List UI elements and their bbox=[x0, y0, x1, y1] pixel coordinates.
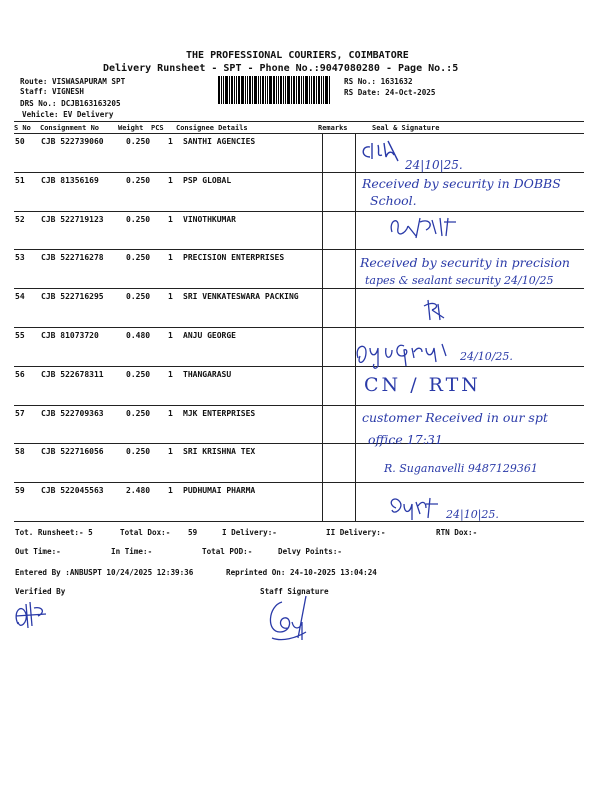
barcode-bar bbox=[236, 76, 237, 104]
barcode-bar bbox=[301, 76, 302, 104]
barcode-bar bbox=[291, 76, 292, 104]
reprinted-on: Reprinted On: 24-10-2025 13:04:24 bbox=[226, 568, 377, 577]
barcode-bar bbox=[285, 76, 286, 104]
row-consignment-no: CJB 522716278 bbox=[41, 253, 104, 263]
vehicle: Vehicle: EV Delivery bbox=[22, 110, 114, 119]
barcode-bar bbox=[218, 76, 220, 104]
row-divider bbox=[14, 288, 584, 289]
barcode-bar bbox=[305, 76, 308, 104]
rtn-dox: RTN Dox:- bbox=[436, 528, 478, 537]
barcode-bar bbox=[258, 76, 259, 104]
barcode-bar bbox=[260, 76, 261, 104]
row-sno: 52 bbox=[15, 214, 25, 224]
barcode-bar bbox=[283, 76, 284, 104]
barcode-bar bbox=[278, 76, 279, 104]
barcode-bar bbox=[269, 76, 272, 104]
handwriting-row-51b: School. bbox=[370, 193, 417, 208]
handwriting-row-58: R. Suganavelli 9487129361 bbox=[384, 462, 538, 475]
row-divider bbox=[14, 211, 584, 212]
barcode-bar bbox=[321, 76, 322, 104]
row-consignee: ANJU GEORGE bbox=[183, 331, 236, 340]
barcode-bar bbox=[238, 76, 240, 104]
barcode-bar bbox=[287, 76, 290, 104]
row-consignment-no: CJB 522678311 bbox=[41, 369, 104, 379]
handwriting-row-53b: tapes & sealant security 24/10/25 bbox=[365, 274, 554, 287]
barcode-bar bbox=[221, 76, 222, 104]
row-divider bbox=[14, 482, 584, 483]
col-pcs: PCS bbox=[151, 124, 164, 132]
barcode-bar bbox=[254, 76, 257, 104]
barcode bbox=[218, 76, 340, 104]
table-top-rule bbox=[14, 121, 584, 122]
barcode-bar bbox=[241, 76, 244, 104]
barcode-bar bbox=[245, 76, 246, 104]
row-pcs: 1 bbox=[168, 214, 173, 224]
row-divider bbox=[14, 172, 584, 173]
row-sno: 59 bbox=[15, 486, 25, 496]
row-weight: 0.480 bbox=[126, 331, 151, 340]
barcode-bar bbox=[267, 76, 268, 104]
staff-signature-mark bbox=[262, 592, 318, 644]
barcode-bar bbox=[309, 76, 310, 104]
entered-by: Entered By :ANBUSPT 10/24/2025 12:39:36 bbox=[15, 568, 194, 577]
table-header-rule bbox=[14, 133, 584, 134]
row-divider bbox=[14, 249, 584, 250]
signature-row-50 bbox=[358, 137, 408, 165]
row-sno: 56 bbox=[15, 369, 25, 379]
barcode-bar bbox=[223, 76, 224, 104]
row-weight: 0.250 bbox=[126, 408, 151, 418]
total-dox-value: 59 bbox=[188, 528, 198, 537]
signature-row-52 bbox=[386, 212, 462, 242]
row-weight: 0.250 bbox=[126, 292, 151, 302]
row-sno: 58 bbox=[15, 447, 25, 457]
row-weight: 0.250 bbox=[126, 369, 151, 379]
handwriting-row-53a: Received by security in precision bbox=[360, 255, 570, 270]
barcode-bar bbox=[298, 76, 300, 104]
barcode-bar bbox=[318, 76, 320, 104]
runsheet-title: Delivery Runsheet - SPT - Phone No.:9047080280 - Page No.:5 bbox=[103, 63, 459, 74]
col-weight: Weight bbox=[118, 124, 144, 132]
staff: Staff: VIGNESH bbox=[20, 87, 85, 96]
handwriting-row-59: 24|10|25. bbox=[446, 508, 499, 521]
row-consignment-no: CJB 81073720 bbox=[41, 331, 99, 340]
barcode-bar bbox=[325, 76, 328, 104]
row-pcs: 1 bbox=[168, 331, 173, 340]
barcode-bar bbox=[311, 76, 312, 104]
row-sno: 51 bbox=[15, 175, 25, 185]
rs-number: RS No.: 1631632 bbox=[344, 77, 413, 86]
ii-delivery: II Delivery:- bbox=[326, 528, 386, 537]
signature-row-59 bbox=[386, 492, 446, 524]
barcode-bar bbox=[276, 76, 277, 104]
drs-number: DRS No.: DCJB163163205 bbox=[20, 99, 121, 108]
route: Route: VISWASAPURAM SPT bbox=[20, 77, 126, 86]
barcode-bar bbox=[316, 76, 317, 104]
row-weight: 0.250 bbox=[126, 447, 151, 457]
total-pod: Total POD:- bbox=[202, 547, 253, 556]
row-consignment-no: CJB 81356169 bbox=[41, 175, 99, 185]
row-pcs: 1 bbox=[168, 137, 173, 146]
row-weight: 2.480 bbox=[126, 486, 151, 496]
company-name: THE PROFESSIONAL COURIERS, COIMBATORE bbox=[186, 50, 409, 61]
barcode-bar bbox=[229, 76, 230, 104]
barcode-bar bbox=[303, 76, 304, 104]
row-divider bbox=[14, 366, 584, 367]
row-consignee: MJK ENTERPRISES bbox=[183, 408, 256, 418]
row-weight: 0.250 bbox=[126, 214, 151, 224]
row-consignee: PSP GLOBAL bbox=[183, 175, 232, 185]
barcode-bar bbox=[323, 76, 324, 104]
barcode-bar bbox=[293, 76, 295, 104]
row-divider bbox=[14, 405, 584, 406]
col-consignee: Consignee Details bbox=[176, 124, 248, 132]
barcode-bar bbox=[296, 76, 297, 104]
barcode-bar bbox=[247, 76, 248, 104]
barcode-bar bbox=[234, 76, 235, 104]
row-sno: 50 bbox=[15, 137, 25, 146]
table-bottom-rule bbox=[14, 521, 584, 522]
i-delivery: I Delivery:- bbox=[222, 528, 277, 537]
barcode-bar bbox=[265, 76, 266, 104]
row-sno: 54 bbox=[15, 292, 25, 302]
row-pcs: 1 bbox=[168, 447, 173, 457]
row-weight: 0.250 bbox=[126, 137, 151, 146]
total-runsheet: Tot. Runsheet:- 5 bbox=[15, 528, 93, 537]
row-consignee: PUDHUMAI PHARMA bbox=[183, 486, 256, 496]
barcode-bar bbox=[329, 76, 330, 104]
row-weight: 0.250 bbox=[126, 253, 151, 263]
row-consignment-no: CJB 522716295 bbox=[41, 292, 104, 302]
col-sno: S No bbox=[14, 124, 31, 132]
row-consignee: SANTHI AGENCIES bbox=[183, 137, 256, 146]
handwriting-row-57a: customer Received in our spt bbox=[362, 410, 548, 425]
row-pcs: 1 bbox=[168, 292, 173, 302]
verified-by: Verified By bbox=[15, 587, 66, 596]
row-consignee: VINOTHKUMAR bbox=[183, 214, 236, 224]
row-consignment-no: CJB 522719123 bbox=[41, 214, 104, 224]
row-sno: 55 bbox=[15, 331, 25, 340]
handwriting-row-51a: Received by security in DOBBS bbox=[362, 176, 561, 191]
row-consignee: SRI KRISHNA TEX bbox=[183, 447, 256, 457]
row-pcs: 1 bbox=[168, 175, 173, 185]
row-pcs: 1 bbox=[168, 253, 173, 263]
signature-row-54 bbox=[420, 296, 450, 324]
in-time: In Time:- bbox=[111, 547, 153, 556]
handwriting-row-56: CN / RTN bbox=[364, 374, 481, 396]
row-weight: 0.250 bbox=[126, 175, 151, 185]
barcode-bar bbox=[262, 76, 264, 104]
handwriting-row-55: 24/10/25. bbox=[460, 350, 513, 363]
barcode-bar bbox=[273, 76, 275, 104]
row-divider bbox=[14, 443, 584, 444]
row-consignee: THANGARASU bbox=[183, 369, 232, 379]
barcode-bar bbox=[252, 76, 253, 104]
barcode-bar bbox=[249, 76, 251, 104]
rs-date: RS Date: 24-Oct-2025 bbox=[344, 88, 436, 97]
row-consignment-no: CJB 522709363 bbox=[41, 408, 104, 418]
col-seal: Seal & Signature bbox=[372, 124, 440, 132]
total-dox-label: Total Dox:- bbox=[120, 528, 171, 537]
row-pcs: 1 bbox=[168, 408, 173, 418]
out-time: Out Time:- bbox=[15, 547, 61, 556]
barcode-bar bbox=[231, 76, 233, 104]
row-divider bbox=[14, 327, 584, 328]
row-pcs: 1 bbox=[168, 486, 173, 496]
col-consignment: Consignment No bbox=[40, 124, 100, 132]
row-sno: 57 bbox=[15, 408, 25, 418]
delivery-points: Delvy Points:- bbox=[278, 547, 343, 556]
handwriting-row-50: 24|10|25. bbox=[405, 158, 463, 172]
col-remarks: Remarks bbox=[318, 124, 348, 132]
barcode-bar bbox=[225, 76, 228, 104]
verified-signature bbox=[12, 596, 52, 636]
row-consignment-no: CJB 522045563 bbox=[41, 486, 104, 496]
row-consignment-no: CJB 522739060 bbox=[41, 137, 104, 146]
row-consignee: SRI VENKATESWARA PACKING bbox=[183, 292, 299, 302]
signature-row-55 bbox=[352, 336, 462, 370]
row-consignee: PRECISION ENTERPRISES bbox=[183, 253, 285, 263]
staff-signature: Staff Signature bbox=[260, 587, 329, 596]
barcode-bar bbox=[280, 76, 282, 104]
barcode-bar bbox=[313, 76, 315, 104]
handwriting-row-57b: office 17:31 bbox=[368, 432, 443, 447]
row-consignment-no: CJB 522716056 bbox=[41, 447, 104, 457]
row-sno: 53 bbox=[15, 253, 25, 263]
row-pcs: 1 bbox=[168, 369, 173, 379]
